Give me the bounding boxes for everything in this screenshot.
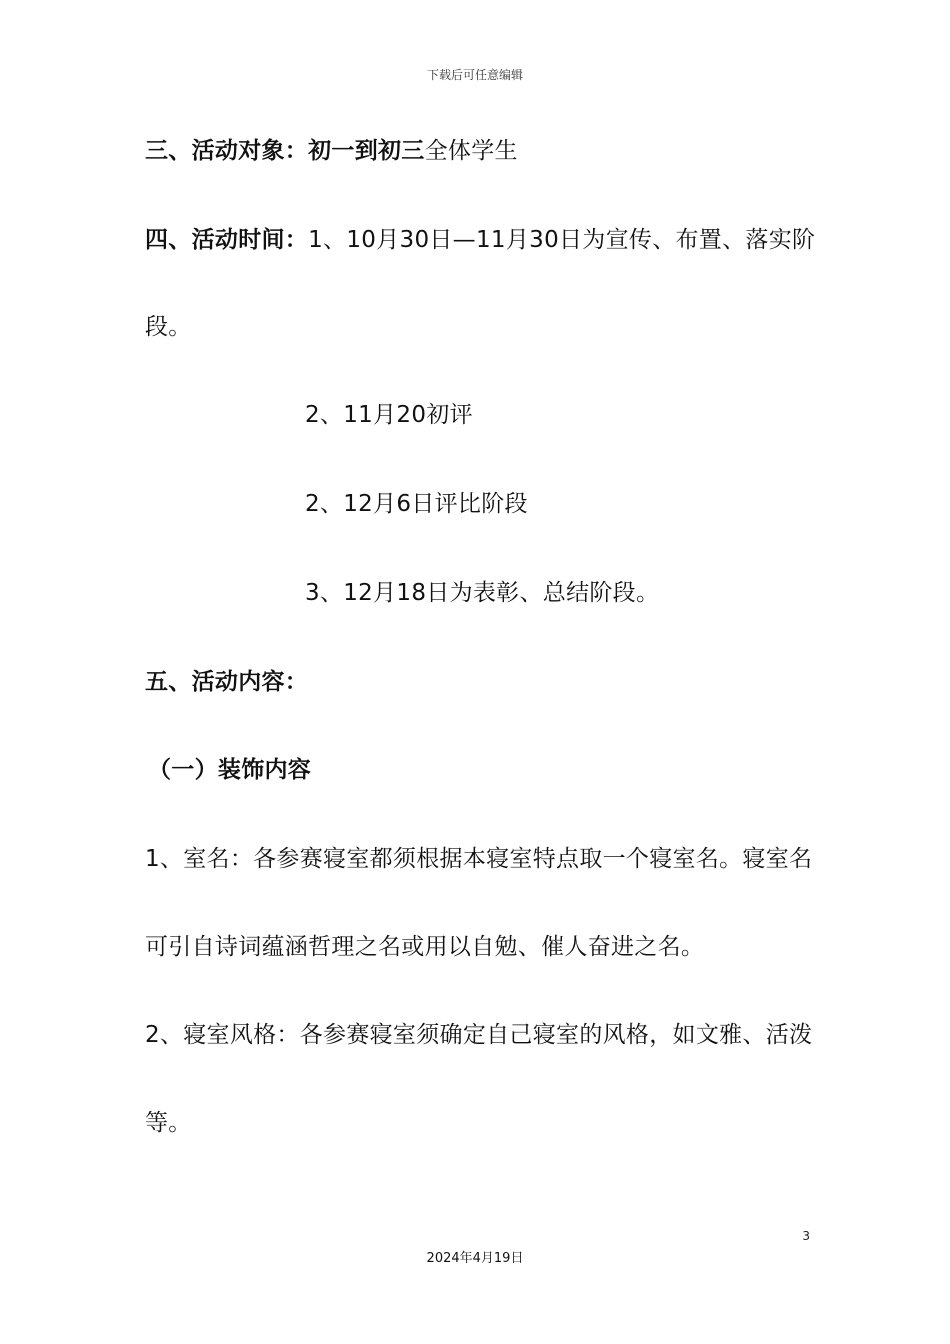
section5-p1-line2: 可引自诗词蕴涵哲理之名或用以自勉、催人奋进之名。 — [145, 934, 705, 960]
section4-item1-line1: 1、10月30日—11月30日为宣传、布置、落实阶 — [308, 227, 816, 253]
section3-target-bold: 初一到初三 — [308, 138, 425, 164]
section3-heading: 三、活动对象： — [145, 138, 309, 164]
section3-target-rest: 全体学生 — [424, 138, 518, 164]
section5-p1-line1: 1、室名：各参赛寝室都须根据本寝室特点取一个寝室名。寝室名 — [145, 846, 813, 872]
section3-line — [145, 135, 518, 167]
section5-heading: 五、活动内容： — [145, 669, 309, 695]
section4-line1 — [145, 224, 815, 256]
section5-sub1-heading: （一）装饰内容 — [148, 757, 312, 783]
section4-item4: 3、12月18日为表彰、总结阶段。 — [305, 580, 660, 606]
section4-item2: 2、11月20初评 — [305, 402, 473, 428]
header-note: 下载后可任意编辑 — [426, 68, 523, 82]
section4-item1-line2: 段。 — [145, 314, 192, 340]
section4-heading: 四、活动时间： — [145, 227, 309, 253]
section5-p2-line2: 等。 — [145, 1110, 192, 1136]
footer-date: 2024年4月19日 — [426, 1251, 524, 1266]
section4-item3: 2、12月6日评比阶段 — [305, 491, 528, 517]
section5-p2-line1: 2、寝室风格：各参赛寝室须确定自己寝室的风格，如文雅、活泼 — [145, 1022, 813, 1048]
page-number: 3 — [802, 1229, 810, 1243]
